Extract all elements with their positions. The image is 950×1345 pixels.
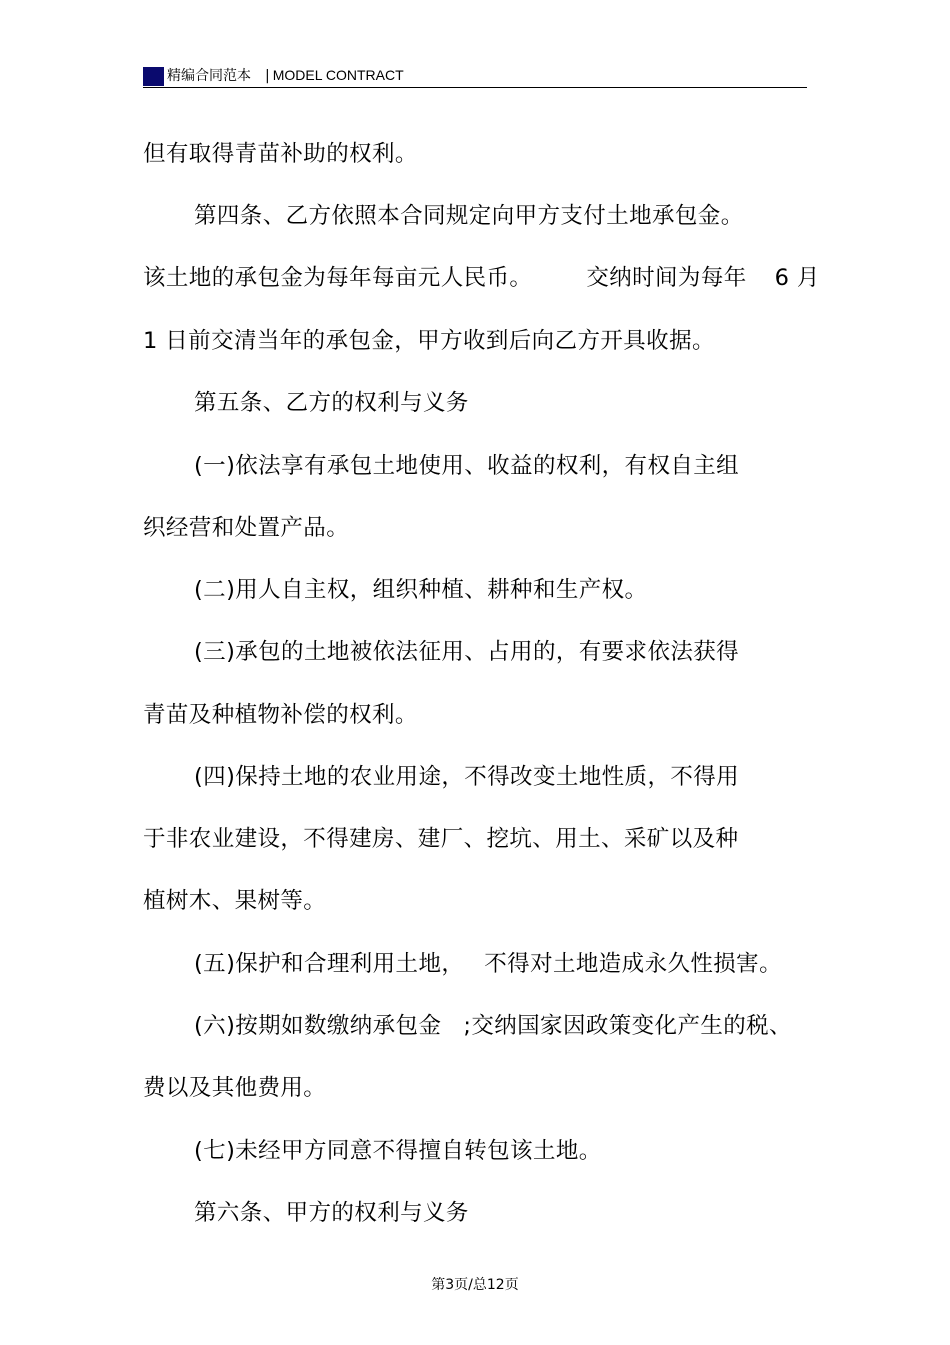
- body-line: [143, 263, 820, 293]
- body-line-segment: ;交纳国家因政策变化产生的税、: [463, 1013, 792, 1039]
- body-line-segment: (五)保护和合理利用土地，: [194, 951, 465, 977]
- section-heading: 第五条、乙方的权利与义务: [194, 390, 469, 416]
- body-line: 费以及其他费用。: [143, 1075, 327, 1101]
- body-line: [194, 1011, 792, 1041]
- body-line-segment: 交纳时间为每年: [586, 265, 747, 291]
- body-line: 1 日前交清当年的承包金，甲方收到后向乙方开具收据。: [143, 328, 715, 354]
- body-line: (一)依法享有承包土地使用、收益的权利，有权自主组: [194, 453, 740, 479]
- body-line-segment: 6 月: [774, 265, 820, 291]
- body-line: 但有取得青苗补助的权利。: [143, 141, 418, 167]
- body-line: 织经营和处置产品。: [143, 515, 350, 541]
- page-header: [143, 64, 807, 90]
- body-line-segment: (六)按期如数缴纳承包金: [194, 1013, 442, 1039]
- header-rule: [143, 87, 807, 88]
- body-line: 植树木、果树等。: [143, 888, 327, 914]
- body-line: 青苗及种植物补偿的权利。: [143, 702, 418, 728]
- header-logo-square: [143, 67, 164, 86]
- body-line: 于非农业建设，不得建房、建厂、挖坑、用土、采矿以及种: [143, 826, 739, 852]
- body-line: [194, 949, 782, 979]
- body-line: 第四条、乙方依照本合同规定向甲方支付土地承包金。: [194, 203, 744, 229]
- header-title-cn: 精编合同范本: [167, 68, 251, 84]
- header-title-en: MODEL CONTRACT: [272, 67, 404, 83]
- body-line-segment: 该土地的承包金为每年每亩元人民币。: [143, 265, 533, 291]
- body-line: (四)保持土地的农业用途，不得改变土地性质，不得用: [194, 764, 740, 790]
- body-line: (三)承包的土地被依法征用、占用的，有要求依法获得: [194, 639, 740, 665]
- body-line: (二)用人自主权，组织种植、耕种和生产权。: [194, 577, 648, 603]
- header-title: [167, 66, 404, 85]
- body-line-segment: 不得对土地造成永久性损害。: [484, 951, 782, 977]
- section-heading: 第六条、甲方的权利与义务: [194, 1200, 469, 1226]
- page-number: 第3页/总12页: [431, 1277, 519, 1293]
- body-line: (七)未经甲方同意不得擅自转包该土地。: [194, 1138, 602, 1164]
- header-separator: |: [265, 68, 270, 84]
